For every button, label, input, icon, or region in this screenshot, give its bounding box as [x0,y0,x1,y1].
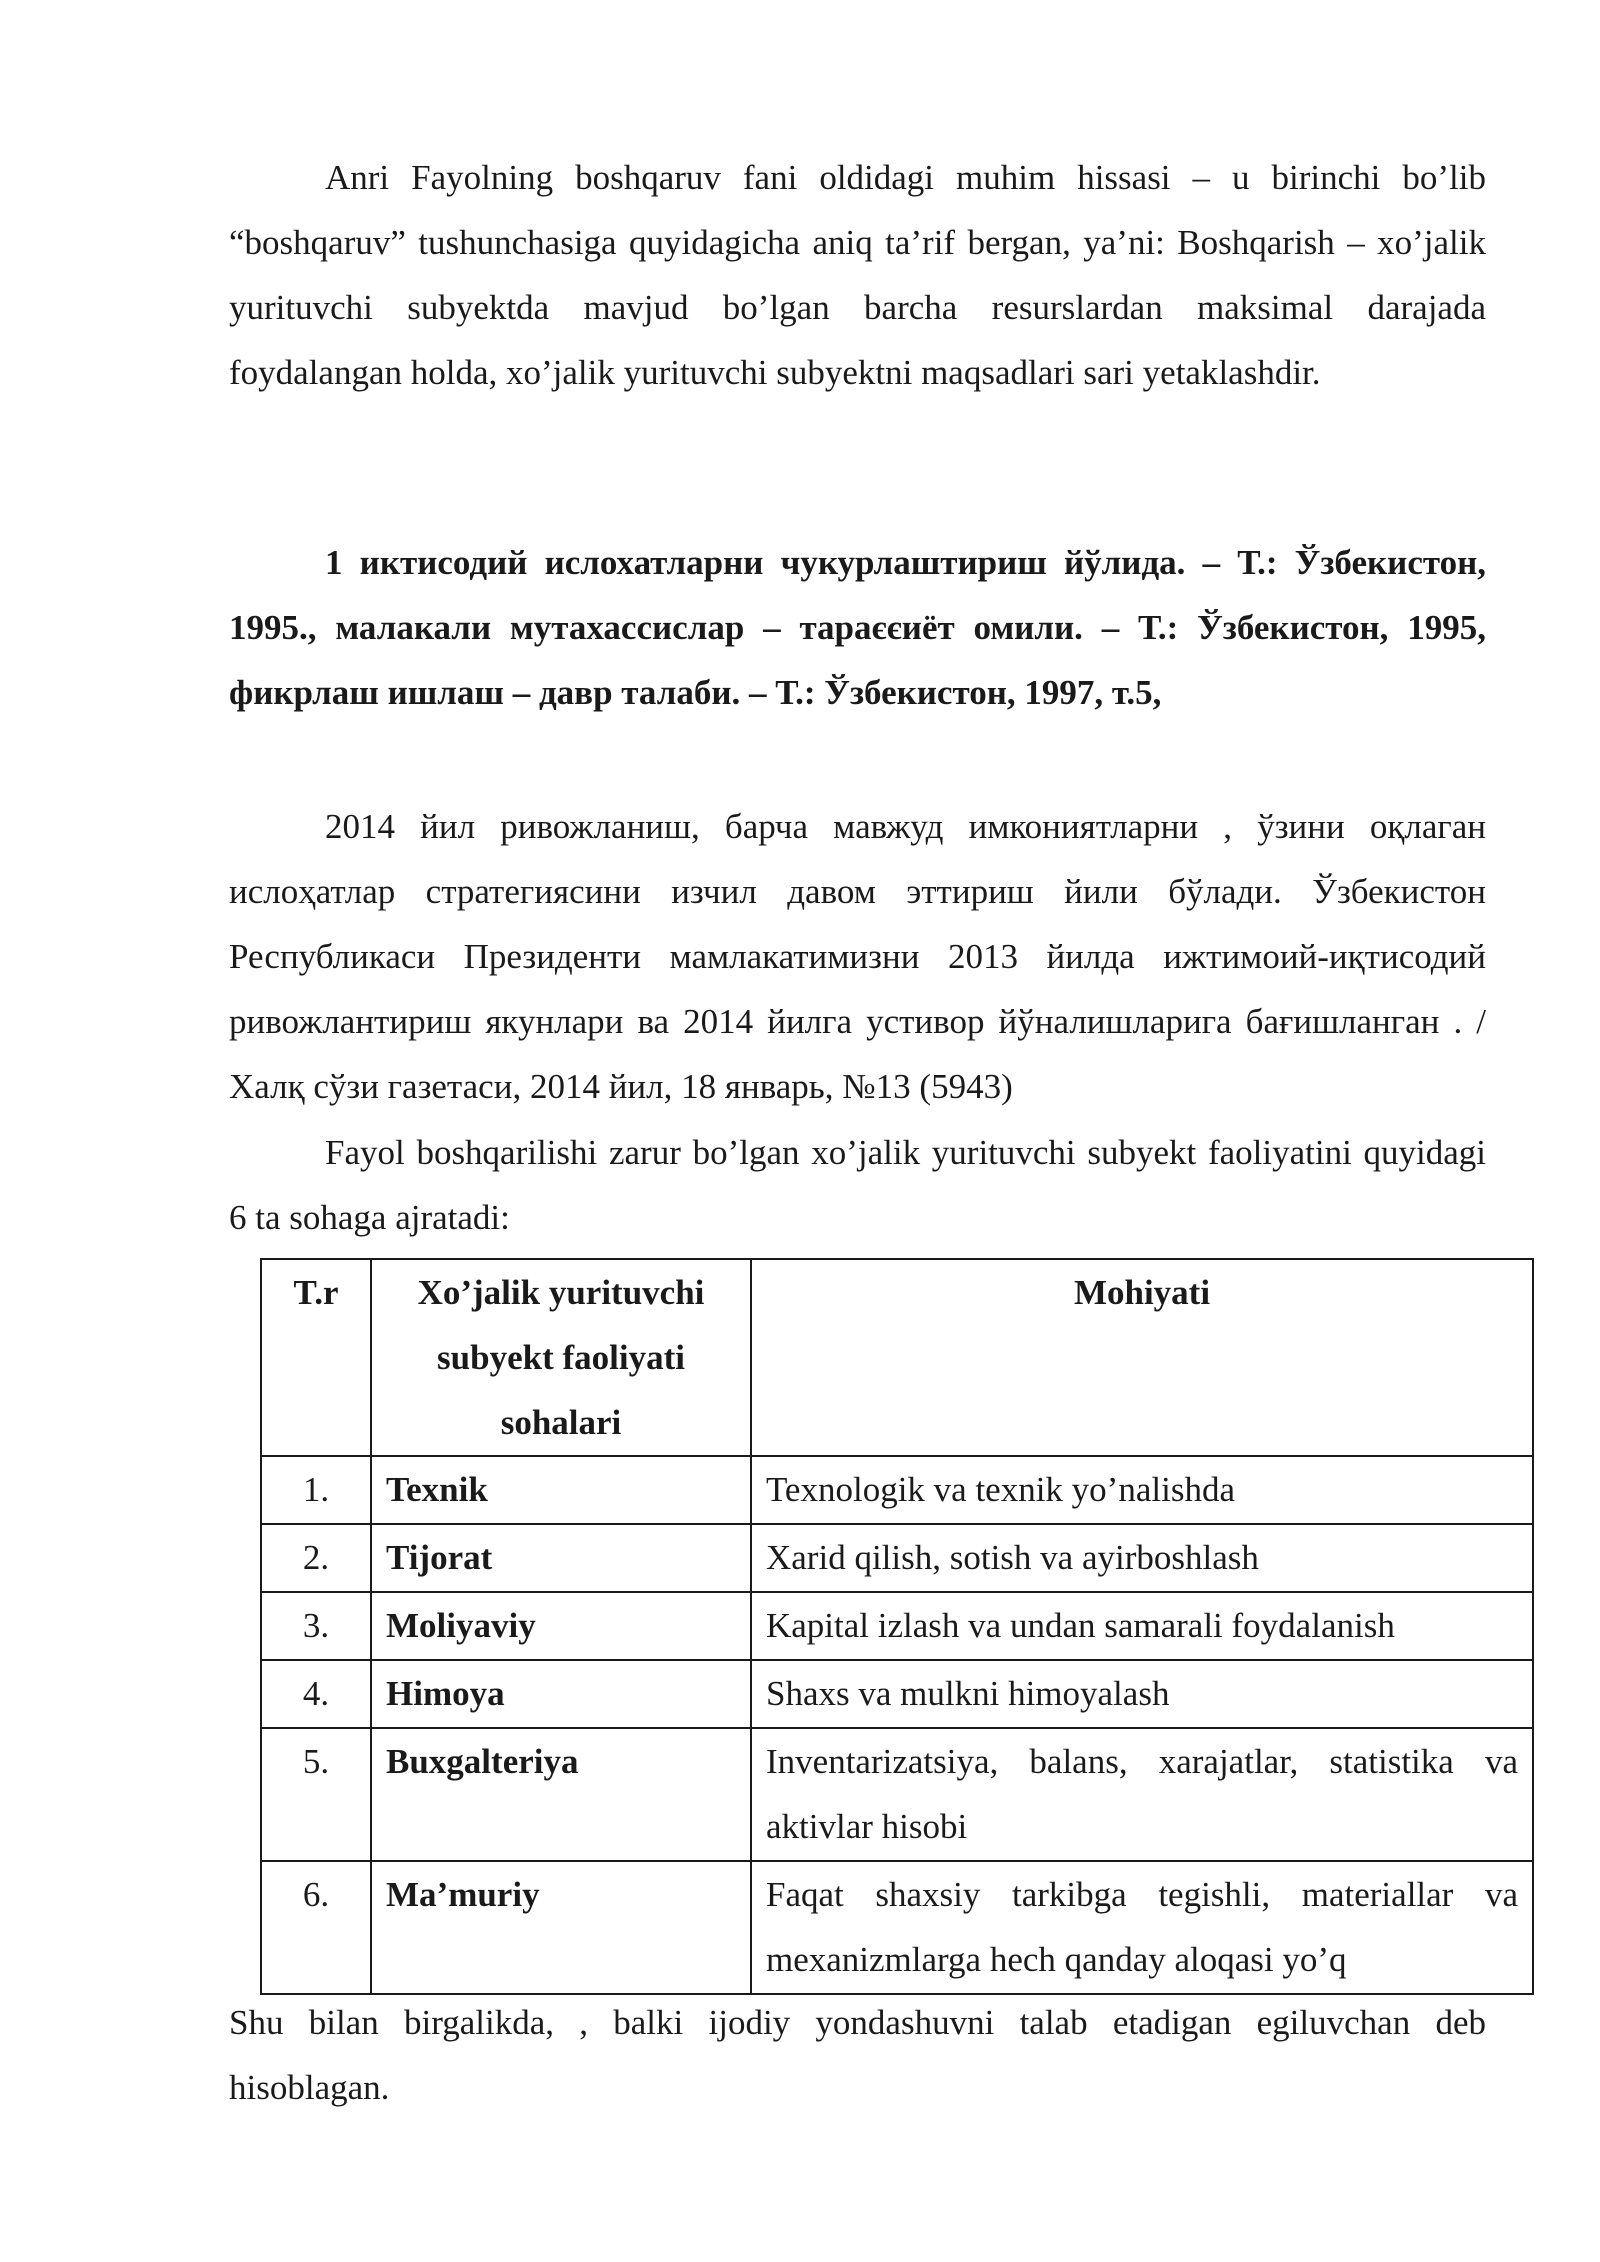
row-description: Xarid qilish, sotish va ayirboshlash [751,1524,1533,1592]
activity-areas-table [260,1258,1534,1995]
header-number: T.r [261,1259,371,1456]
row-number: 4. [261,1660,371,1728]
row-area: Ma’muriy [371,1861,751,1994]
row-description: Kapital izlash va undan samarali foydalanish [751,1592,1533,1660]
row-number: 6. [261,1861,371,1994]
table-row [261,1728,1533,1861]
row-area: Himoya [371,1660,751,1728]
paragraph-fayol-areas-intro: Fayol boshqarilishi zarur bo’lgan xo’jalik yurituvchi subyekt faoliyatini quyidagi 6 ta sohaga ajratadi: [229,1133,1486,1237]
row-area: Tijorat [371,1524,751,1592]
row-area: Moliyaviy [371,1592,751,1660]
row-description: Texnologik va texnik yo’nalishda [751,1456,1533,1524]
row-number: 3. [261,1592,371,1660]
paragraph-conclusion: Shu bilan birgalikda, , balki ijodiy yondashuvni talab etadigan egiluvchan deb hisoblagan. [229,2003,1486,2107]
row-description: Faqat shaxsiy tarkibga tegishli, materiallar va mexanizmlarga hech qanday aloqasi yo’q [751,1861,1533,1994]
table-row [261,1592,1533,1660]
table-row [261,1456,1533,1524]
table-header-row [261,1259,1533,1456]
paragraph-references: 1 иктисодий ислохатларни чукурлаштириш йўлида. – Т.: Ўзбекистон, 1995., малакали мутахассислар – тараєєиёт омили. – Т.: Ўзбекистон, 1995, фикрлаш ишлаш – давр талаби. – Т.: Ўзбекистон, 1997, т.5, [229,543,1486,712]
row-area: Texnik [371,1456,751,1524]
row-area: Buxgalteriya [371,1728,751,1861]
paragraph-fayol-definition: Anri Fayolning boshqaruv fani oldidagi muhim hissasi – u birinchi bo’lib “boshqaruv” tushunchasiga quyidagicha aniq ta’rif bergan, ya’ni: Boshqarish – xo’jalik yurituvchi subyektda mavjud bo’lgan barcha resurslardan maksimal darajada foydalangan holda, xo’jalik yurituvchi subyektni maqsadlari sari yetaklashdir. [229,158,1486,392]
table-row [261,1861,1533,1994]
paragraph-2014-year: 2014 йил ривожланиш, барча мавжуд имкониятларни , ўзини оқлаган ислоҳатлар стратегиясини изчил давом эттириш йили бўлади. Ўзбекистон Республикаси Президенти мамлакатимизни 2013 йилда ижтимоий-иқтисодий ривожлантириш якунлари ва 2014 йилга устивор йўналишларига бағишланган . /Халқ сўзи газетаси, 2014 йил, 18 январь, №13 (5943) [229,807,1486,1106]
row-number: 2. [261,1524,371,1592]
header-essence: Mohiyati [751,1259,1533,1456]
table-row [261,1524,1533,1592]
row-description: Inventarizatsiya, balans, xarajatlar, statistika va aktivlar hisobi [751,1728,1533,1861]
header-activity-area: Xo’jalik yurituvchi subyekt faoliyati sohalari [371,1259,751,1456]
table-row [261,1660,1533,1728]
row-number: 5. [261,1728,371,1861]
row-description: Shaxs va mulkni himoyalash [751,1660,1533,1728]
row-number: 1. [261,1456,371,1524]
